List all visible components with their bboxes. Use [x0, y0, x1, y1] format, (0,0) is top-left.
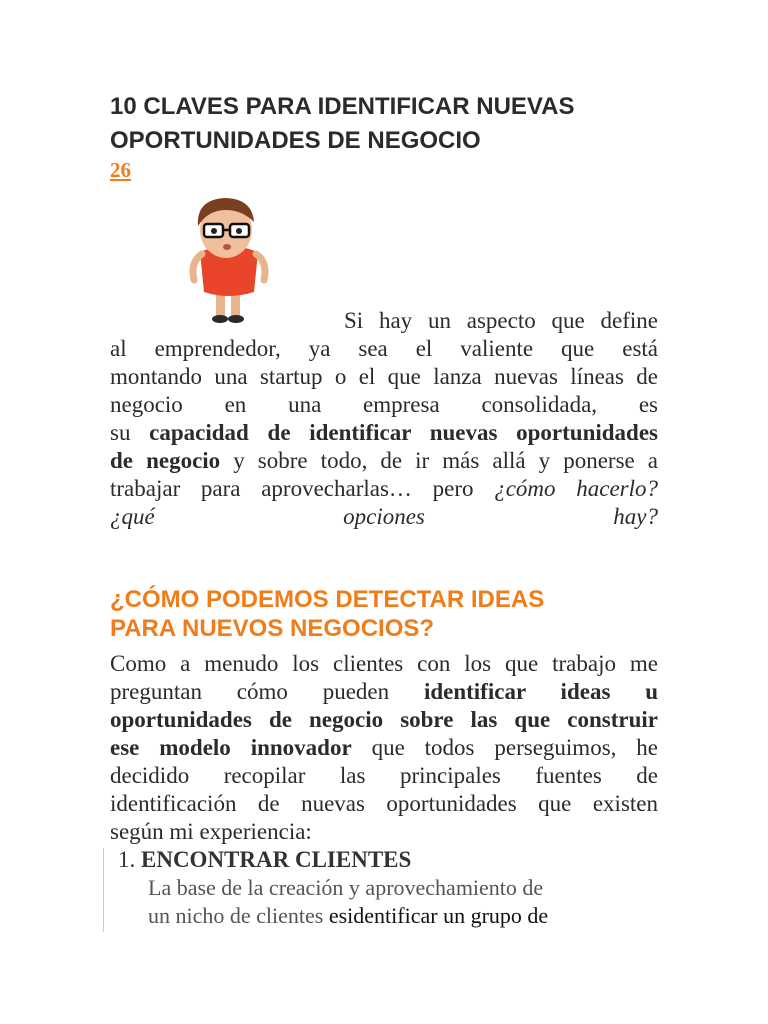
- paragraph-line: [110, 678, 658, 706]
- question-word: ¿qué: [110, 504, 155, 529]
- paragraph-line: negocio en una empresa consolidada, es: [110, 392, 658, 417]
- article-title-line: OPORTUNIDADES DE NEGOCIO: [110, 127, 481, 154]
- person-eye-right: [236, 228, 242, 234]
- question-text: ¿cómo hacerlo?: [494, 476, 659, 501]
- highlighted-text: capacidad de identificar nuevas oportunidades: [149, 420, 658, 445]
- paragraph-text: y sobre todo, de ir más allá y ponerse a: [220, 448, 658, 473]
- paragraph-line: según mi experiencia:: [110, 819, 312, 844]
- section-heading-line: ¿CÓMO PODEMOS DETECTAR IDEAS: [110, 586, 545, 613]
- comment-count-link[interactable]: 26: [110, 158, 131, 182]
- section-heading-line: PARA NUEVOS NEGOCIOS?: [110, 615, 435, 642]
- numbered-list: [118, 846, 678, 930]
- paragraph-line: Como a menudo los clientes con los que trabajo me: [110, 651, 658, 676]
- highlighted-text: de negocio: [110, 448, 221, 473]
- article-title: [110, 90, 670, 158]
- list-divider: [103, 848, 104, 932]
- list-item-body: [118, 874, 678, 930]
- person-eye-left: [211, 228, 217, 234]
- intro-paragraph: [110, 307, 658, 531]
- highlighted-text: ese modelo innovador: [110, 735, 352, 760]
- paragraph-line: al emprendedor, ya sea el valiente que está: [110, 336, 658, 361]
- paragraph-text: su: [110, 420, 150, 445]
- list-item-text-dark: esidentificar un grupo de: [328, 903, 549, 928]
- person-mouth: [223, 244, 231, 250]
- section-heading: [110, 585, 670, 643]
- paragraph-line: decidido recopilar las principales fuentes de: [110, 763, 658, 788]
- paragraph-text: preguntan cómo pueden: [110, 679, 424, 704]
- surprised-person-with-glasses-illustration: [178, 192, 278, 324]
- highlighted-text: oportunidades de negocio sobre las que construir: [110, 707, 658, 732]
- question-word: opciones: [343, 504, 425, 529]
- paragraph-line: [110, 706, 658, 734]
- article-title-line: 10 CLAVES PARA IDENTIFICAR NUEVAS: [110, 93, 575, 120]
- section-paragraph: [110, 650, 658, 846]
- paragraph-line: identificación de nuevas oportunidades que existen: [110, 791, 658, 816]
- highlighted-text: identificar ideas u: [423, 679, 659, 704]
- paragraph-line: [110, 475, 658, 503]
- list-item-heading: [118, 846, 678, 874]
- list-item-line: La base de la creación y aprovechamiento de: [148, 875, 544, 900]
- paragraph-text: que todos perseguimos, he: [351, 735, 658, 760]
- person-arm-left: [193, 254, 202, 280]
- person-arm-right: [256, 254, 265, 280]
- question-word: hay?: [613, 504, 658, 529]
- paragraph-line: montando una startup o el que lanza nuevas líneas de: [110, 364, 658, 389]
- paragraph-text: trabajar para aprovecharlas… pero: [110, 476, 495, 501]
- paragraph-line: [110, 734, 658, 762]
- list-item-text: un nicho de clientes: [148, 903, 329, 928]
- paragraph-line: [110, 419, 658, 447]
- list-item-line: [148, 902, 678, 930]
- list-item-number: 1.: [118, 847, 136, 872]
- paragraph-line: [110, 447, 658, 475]
- list-item-title: ENCONTRAR CLIENTES: [141, 847, 412, 872]
- paragraph-line: [110, 503, 658, 531]
- paragraph-line: Si hay un aspecto que define: [344, 308, 658, 333]
